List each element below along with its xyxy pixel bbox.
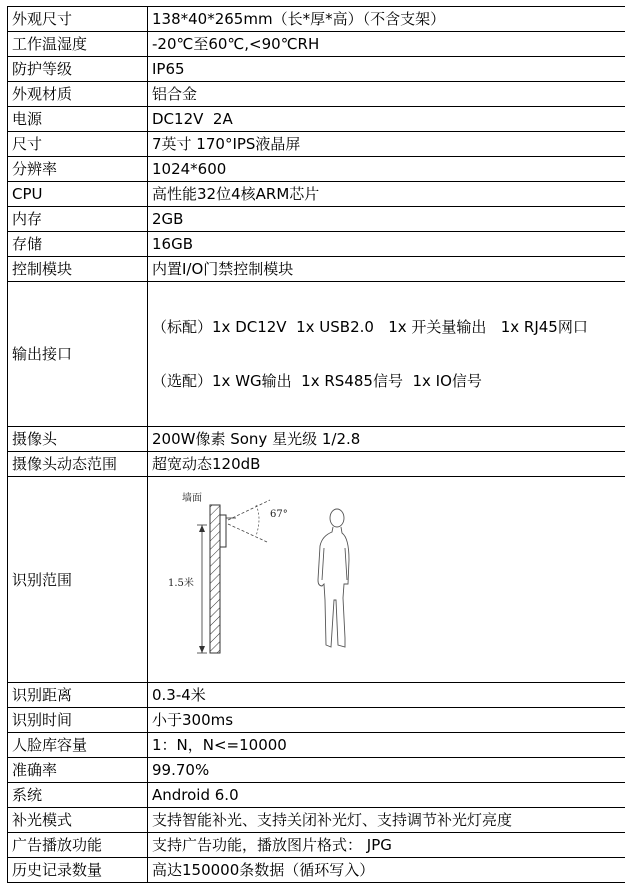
- row-value: 16GB: [148, 232, 625, 257]
- table-row: [8, 7, 625, 32]
- row-label: 广告播放功能: [8, 833, 148, 858]
- wall-shape: [210, 505, 220, 653]
- row-value: 小于300ms: [148, 708, 625, 733]
- row-value: 99.70%: [148, 758, 625, 783]
- table-row: [8, 32, 625, 57]
- table-row: [8, 257, 625, 282]
- row-label: 内存: [8, 207, 148, 232]
- table-row: [8, 733, 625, 758]
- row-label: 输出接口: [8, 282, 148, 427]
- row-value: 内置I/O门禁控制模块: [148, 257, 625, 282]
- row-label: 防护等级: [8, 57, 148, 82]
- row-label: 识别时间: [8, 708, 148, 733]
- row-value: 138*40*265mm（长*厚*高）（不含支架）: [148, 7, 625, 32]
- table-row: [8, 858, 625, 883]
- table-row: [8, 808, 625, 833]
- row-label: 人脸库容量: [8, 733, 148, 758]
- row-label: 电源: [8, 107, 148, 132]
- row-value: 7英寸 170°IPS液晶屏: [148, 132, 625, 157]
- angle-label: 67°: [270, 506, 288, 524]
- row-value: 2GB: [148, 207, 625, 232]
- table-row: [8, 452, 625, 477]
- row-label: 工作温湿度: [8, 32, 148, 57]
- row-value: 超宽动态120dB: [148, 452, 625, 477]
- table-row: [8, 282, 625, 427]
- diagram-drawing: [152, 480, 452, 680]
- row-label: 历史记录数量: [8, 858, 148, 883]
- view-cone-lower: [228, 524, 267, 542]
- table-row: [8, 107, 625, 132]
- person-silhouette: [318, 509, 349, 647]
- output-standard-line: （标配）1x DC12V 1x USB2.0 1x 开关量输出 1x RJ45网口: [152, 318, 622, 336]
- row-label: 识别范围: [8, 477, 148, 683]
- row-label: 补光模式: [8, 808, 148, 833]
- row-value: IP65: [148, 57, 625, 82]
- row-label: 系统: [8, 783, 148, 808]
- row-label: 分辨率: [8, 157, 148, 182]
- table-row: [8, 758, 625, 783]
- row-label: 识别距离: [8, 683, 148, 708]
- table-row: [8, 207, 625, 232]
- table-row: [8, 783, 625, 808]
- row-value: DC12V 2A: [148, 107, 625, 132]
- table-row: [8, 708, 625, 733]
- row-value: 高达150000条数据（循环写入）: [148, 858, 625, 883]
- row-value: -20℃至60℃,<90℃RH: [148, 32, 625, 57]
- table-row: [8, 833, 625, 858]
- recognition-range-diagram: [152, 480, 452, 680]
- row-label: CPU: [8, 182, 148, 207]
- row-label: 尺寸: [8, 132, 148, 157]
- device-shape: [220, 515, 226, 547]
- table-row: [8, 232, 625, 257]
- row-label: 控制模块: [8, 257, 148, 282]
- row-value: 0.3-4米: [148, 683, 625, 708]
- row-value: 1：N，N<=10000: [148, 733, 625, 758]
- table-row: [8, 427, 625, 452]
- spec-table: [7, 6, 625, 883]
- row-value: 1024*600: [148, 157, 625, 182]
- row-value: 支持广告功能，播放图片格式： JPG: [148, 833, 625, 858]
- table-row: [8, 182, 625, 207]
- row-value: 铝合金: [148, 82, 625, 107]
- row-value: Android 6.0: [148, 783, 625, 808]
- table-row: [8, 57, 625, 82]
- table-row: [8, 82, 625, 107]
- table-row: [8, 477, 625, 683]
- row-label: 准确率: [8, 758, 148, 783]
- spec-sheet: [7, 6, 625, 883]
- row-label: 摄像头: [8, 427, 148, 452]
- table-row: [8, 683, 625, 708]
- table-row: [8, 157, 625, 182]
- row-label: 摄像头动态范围: [8, 452, 148, 477]
- recognition-range-diagram-cell: [148, 477, 625, 683]
- table-row: [8, 132, 625, 157]
- row-label: 存储: [8, 232, 148, 257]
- row-value: [148, 282, 625, 427]
- wall-label: 墙面: [182, 490, 202, 508]
- row-value: 支持智能补光、支持关闭补光灯、支持调节补光灯亮度: [148, 808, 625, 833]
- output-optional-line: （选配）1x WG输出 1x RS485信号 1x IO信号: [152, 372, 622, 390]
- row-label: 外观材质: [8, 82, 148, 107]
- height-label: 1.5米: [168, 575, 194, 593]
- row-value: 200W像素 Sony 星光级 1/2.8: [148, 427, 625, 452]
- row-label: 外观尺寸: [8, 7, 148, 32]
- view-cone-upper: [228, 500, 270, 520]
- row-value: 高性能32位4核ARM芯片: [148, 182, 625, 207]
